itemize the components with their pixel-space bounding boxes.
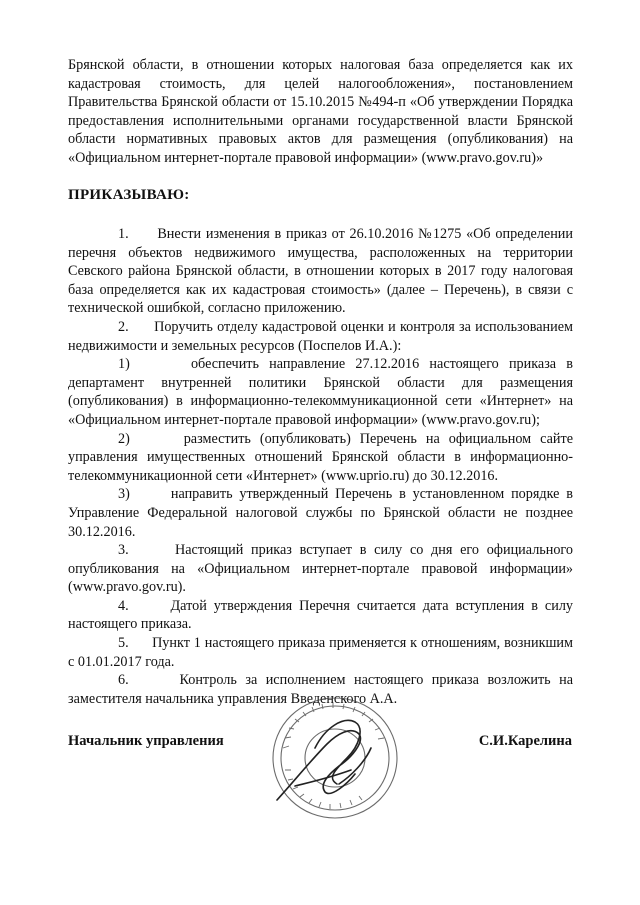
- item-5: 5. Пункт 1 настоящего приказа применяется к отношениям, возникшим с 01.01.2017 года.: [68, 635, 573, 670]
- item-3: 3. Настоящий приказ вступает в силу со дня его официального опубликования на «Официальном интернет-портале правовой информации» (www.pravo.gov.ru).: [68, 542, 573, 596]
- order-items: [68, 225, 573, 708]
- signature-name: С.И.Карелина: [478, 733, 572, 749]
- item-4: 4. Датой утверждения Перечня считается дата вступления в силу настоящего приказа.: [68, 597, 573, 633]
- item-1: 1. Внести изменения в приказ от 26.10.2016 №1275 «Об определении перечня объектов недвижимого имущества, расположенных на территории Севского района Брянской области, в отношении которых в 2017 году налоговая база определяется как их кадастровая стоимость» (далее – Перечень), в связи с технической ошибкой, согласно приложению.: [68, 226, 573, 317]
- item-2-3: 3) направить утвержденный Перечень в установленном порядке в Управление Федеральной налоговой службы по Брянской области не позднее 30.12.2016.: [68, 486, 573, 540]
- order-heading: ПРИКАЗЫВАЮ:: [68, 187, 190, 203]
- item-2: 2. Поручить отделу кадастровой оценки и контроля за использованием недвижимости и земельных ресурсов (Поспелов И.А.):: [68, 318, 573, 354]
- preamble-block: [68, 56, 573, 168]
- signature-title: Начальник управления: [68, 733, 224, 749]
- preamble-paragraph: Брянской области, в отношении которых налоговая база определяется как их кадастровая стоимость, для целей налогообложения», постановлением Правительства Брянской области от 15.10.2015 №494-п «Об утверждении Порядка предоставления исполнительными органами государственной власти Брянской области нормативных правовых актов для размещения (опубликования) на «Официальном интернет-портале правовой информации» (www.pravo.gov.ru)»: [68, 57, 573, 166]
- item-6: 6. Контроль за исполнением настоящего приказа возложить на заместителя начальника управления Введенского А.А.: [68, 672, 573, 707]
- item-2-1: 1) обеспечить направление 27.12.2016 настоящего приказа в департамент внутренней политики Брянской области для размещения (опубликования) в информационно-телекоммуникационной сети «Интернет» на «Официальном интернет-портале правовой информации» (www.pravo.gov.ru);: [68, 356, 573, 428]
- official-seal-with-signature: [255, 688, 405, 828]
- item-2-2: 2) разместить (опубликовать) Перечень на официальном сайте управления имущественных отношений Брянской области в информационно-телекоммуникационной сети «Интернет» (www.uprio.ru) до 30.12.2016.: [68, 430, 573, 484]
